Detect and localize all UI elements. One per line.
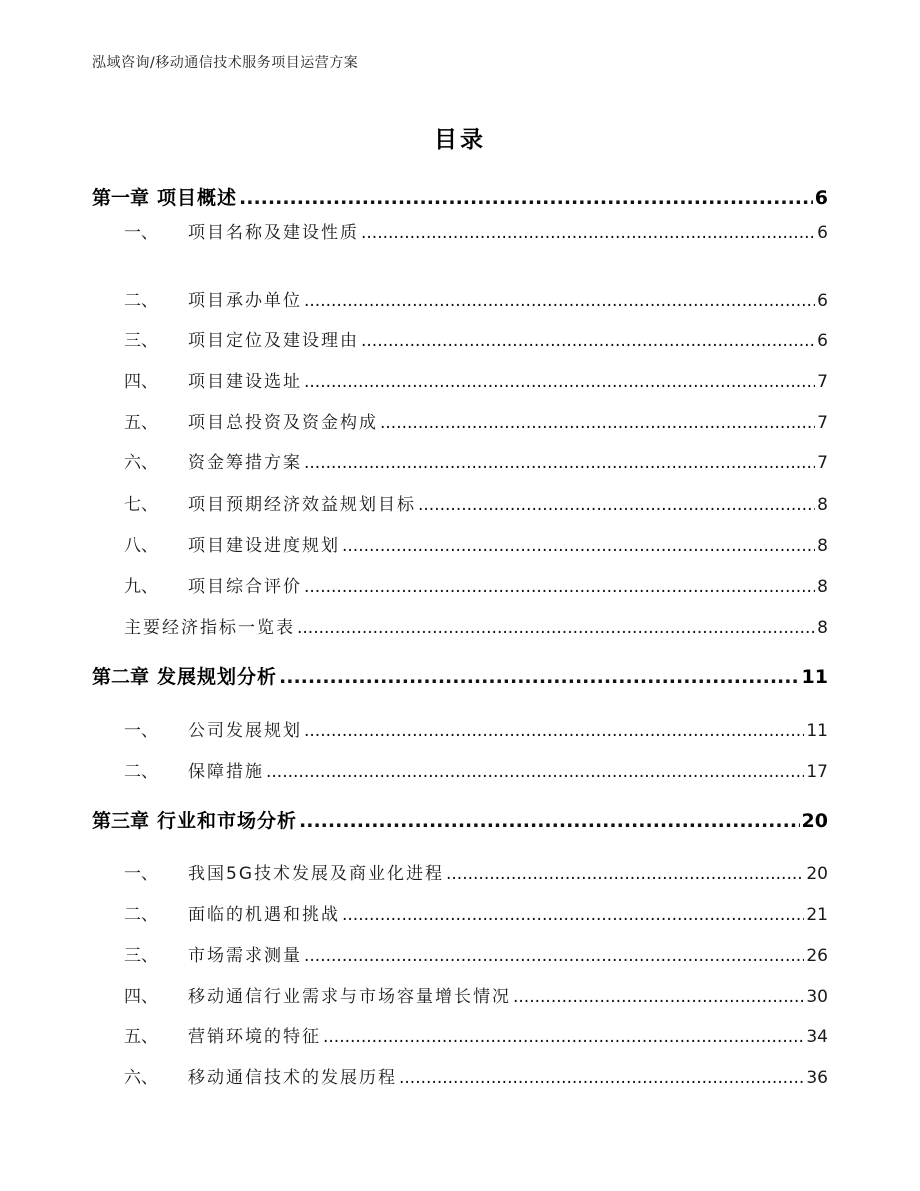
dot-leader [446,864,804,884]
dot-leader [297,618,815,638]
toc-entry-title: 项目概述 [157,187,238,209]
toc-page-number: 6 [814,187,828,209]
toc-page-number: 11 [801,666,828,688]
toc-entry-number: 一、 [124,223,158,243]
toc-entry-number: 第三章 [92,810,150,832]
toc-chapter-entry[interactable] [92,183,828,213]
toc-section-entry[interactable] [124,716,828,742]
toc-section-entry[interactable] [124,326,828,352]
toc-entry-number: 六、 [124,453,158,473]
toc-section-entry[interactable] [124,941,828,967]
toc-page-number: 8 [817,577,828,597]
dot-leader [299,810,800,832]
toc-section-entry[interactable] [124,1063,828,1089]
toc-entry-title: 项目定位及建设理由 [188,331,359,351]
toc-page-number: 17 [806,762,828,782]
toc-entry-number: 三、 [124,946,158,966]
toc-entry-number: 二、 [124,291,158,311]
toc-entry-title: 项目建设选址 [188,372,302,392]
toc-entry-number: 第一章 [92,187,150,209]
toc-entry-title: 移动通信行业需求与市场容量增长情况 [188,987,511,1007]
toc-entry-title: 市场需求测量 [188,946,302,966]
dot-leader [361,223,815,243]
dot-leader [513,987,804,1007]
toc-entry-number: 八、 [124,536,158,556]
toc-page-number: 21 [806,905,828,925]
toc-section-entry[interactable] [124,613,828,639]
toc-page-number: 8 [817,495,828,515]
toc-section-entry[interactable] [124,982,828,1008]
toc-section-entry[interactable] [124,448,828,474]
dot-leader [399,1068,804,1088]
toc-title: 目录 [434,127,486,153]
toc-entry-number: 六、 [124,1068,158,1088]
toc-page-number: 11 [806,721,828,741]
dot-leader [304,946,804,966]
toc-chapter-entry[interactable] [92,806,828,836]
dot-leader [279,666,800,688]
toc-section-entry[interactable] [124,859,828,885]
dot-leader [304,372,815,392]
toc-page-number: 6 [817,331,828,351]
toc-section-entry[interactable] [124,757,828,783]
toc-entry-title: 项目建设进度规划 [188,536,340,556]
toc-entry-title: 项目预期经济效益规划目标 [188,495,416,515]
toc-section-entry[interactable] [124,218,828,244]
toc-page-number: 20 [806,864,828,884]
toc-page-number: 30 [806,987,828,1007]
toc-section-entry[interactable] [124,490,828,516]
toc-chapter-entry[interactable] [92,662,828,692]
dot-leader [304,291,815,311]
toc-entry-number: 三、 [124,331,158,351]
toc-entry-number: 九、 [124,577,158,597]
dot-leader [418,495,815,515]
toc-entry-title: 项目总投资及资金构成 [188,413,378,433]
toc-entry-number: 一、 [124,864,158,884]
toc-entry-title: 资金筹措方案 [188,453,302,473]
dot-leader [304,453,815,473]
toc-entry-number: 第二章 [92,666,150,688]
toc-page-number: 8 [817,618,828,638]
toc-section-entry[interactable] [124,531,828,557]
toc-section-entry[interactable] [124,900,828,926]
toc-entry-number: 五、 [124,1027,158,1047]
toc-entry-number: 二、 [124,762,158,782]
toc-entry-title: 项目承办单位 [188,291,302,311]
toc-page-number: 7 [817,453,828,473]
toc-page-number: 7 [817,413,828,433]
dot-leader [304,721,804,741]
toc-entry-title: 保障措施 [188,762,264,782]
dot-leader [266,762,804,782]
toc-entry-title: 项目名称及建设性质 [188,223,359,243]
dot-leader [239,187,813,209]
toc-entry-title: 面临的机遇和挑战 [188,905,340,925]
toc-section-entry[interactable] [124,408,828,434]
dot-leader [323,1027,804,1047]
toc-page-number: 6 [817,223,828,243]
toc-entry-number: 一、 [124,721,158,741]
dot-leader [342,905,804,925]
toc-entry-number: 四、 [124,372,158,392]
toc-entry-title: 发展规划分析 [157,666,278,688]
toc-section-entry[interactable] [124,367,828,393]
dot-leader [304,577,815,597]
toc-entry-title: 行业和市场分析 [157,810,298,832]
toc-page-number: 26 [806,946,828,966]
toc-page-number: 8 [817,536,828,556]
toc-page-number: 34 [806,1027,828,1047]
toc-entry-title: 我国5G技术发展及商业化进程 [188,864,444,884]
toc-section-entry[interactable] [124,286,828,312]
toc-entry-number: 五、 [124,413,158,433]
toc-section-entry[interactable] [124,1022,828,1048]
toc-entry-number: 四、 [124,987,158,1007]
toc-entry-title: 营销环境的特征 [188,1027,321,1047]
dot-leader [361,331,815,351]
dot-leader [380,413,815,433]
toc-entry-number: 二、 [124,905,158,925]
toc-entry-number: 七、 [124,495,158,515]
toc-entry-title: 移动通信技术的发展历程 [188,1068,397,1088]
toc-page-number: 6 [817,291,828,311]
running-header: 泓域咨询/移动通信技术服务项目运营方案 [92,55,359,71]
toc-entry-title: 公司发展规划 [188,721,302,741]
toc-entry-title: 项目综合评价 [188,577,302,597]
toc-page-number: 36 [806,1068,828,1088]
dot-leader [342,536,815,556]
toc-page-number: 20 [801,810,828,832]
toc-entry-title: 主要经济指标一览表 [124,618,295,638]
toc-section-entry[interactable] [124,572,828,598]
toc-page-number: 7 [817,372,828,392]
